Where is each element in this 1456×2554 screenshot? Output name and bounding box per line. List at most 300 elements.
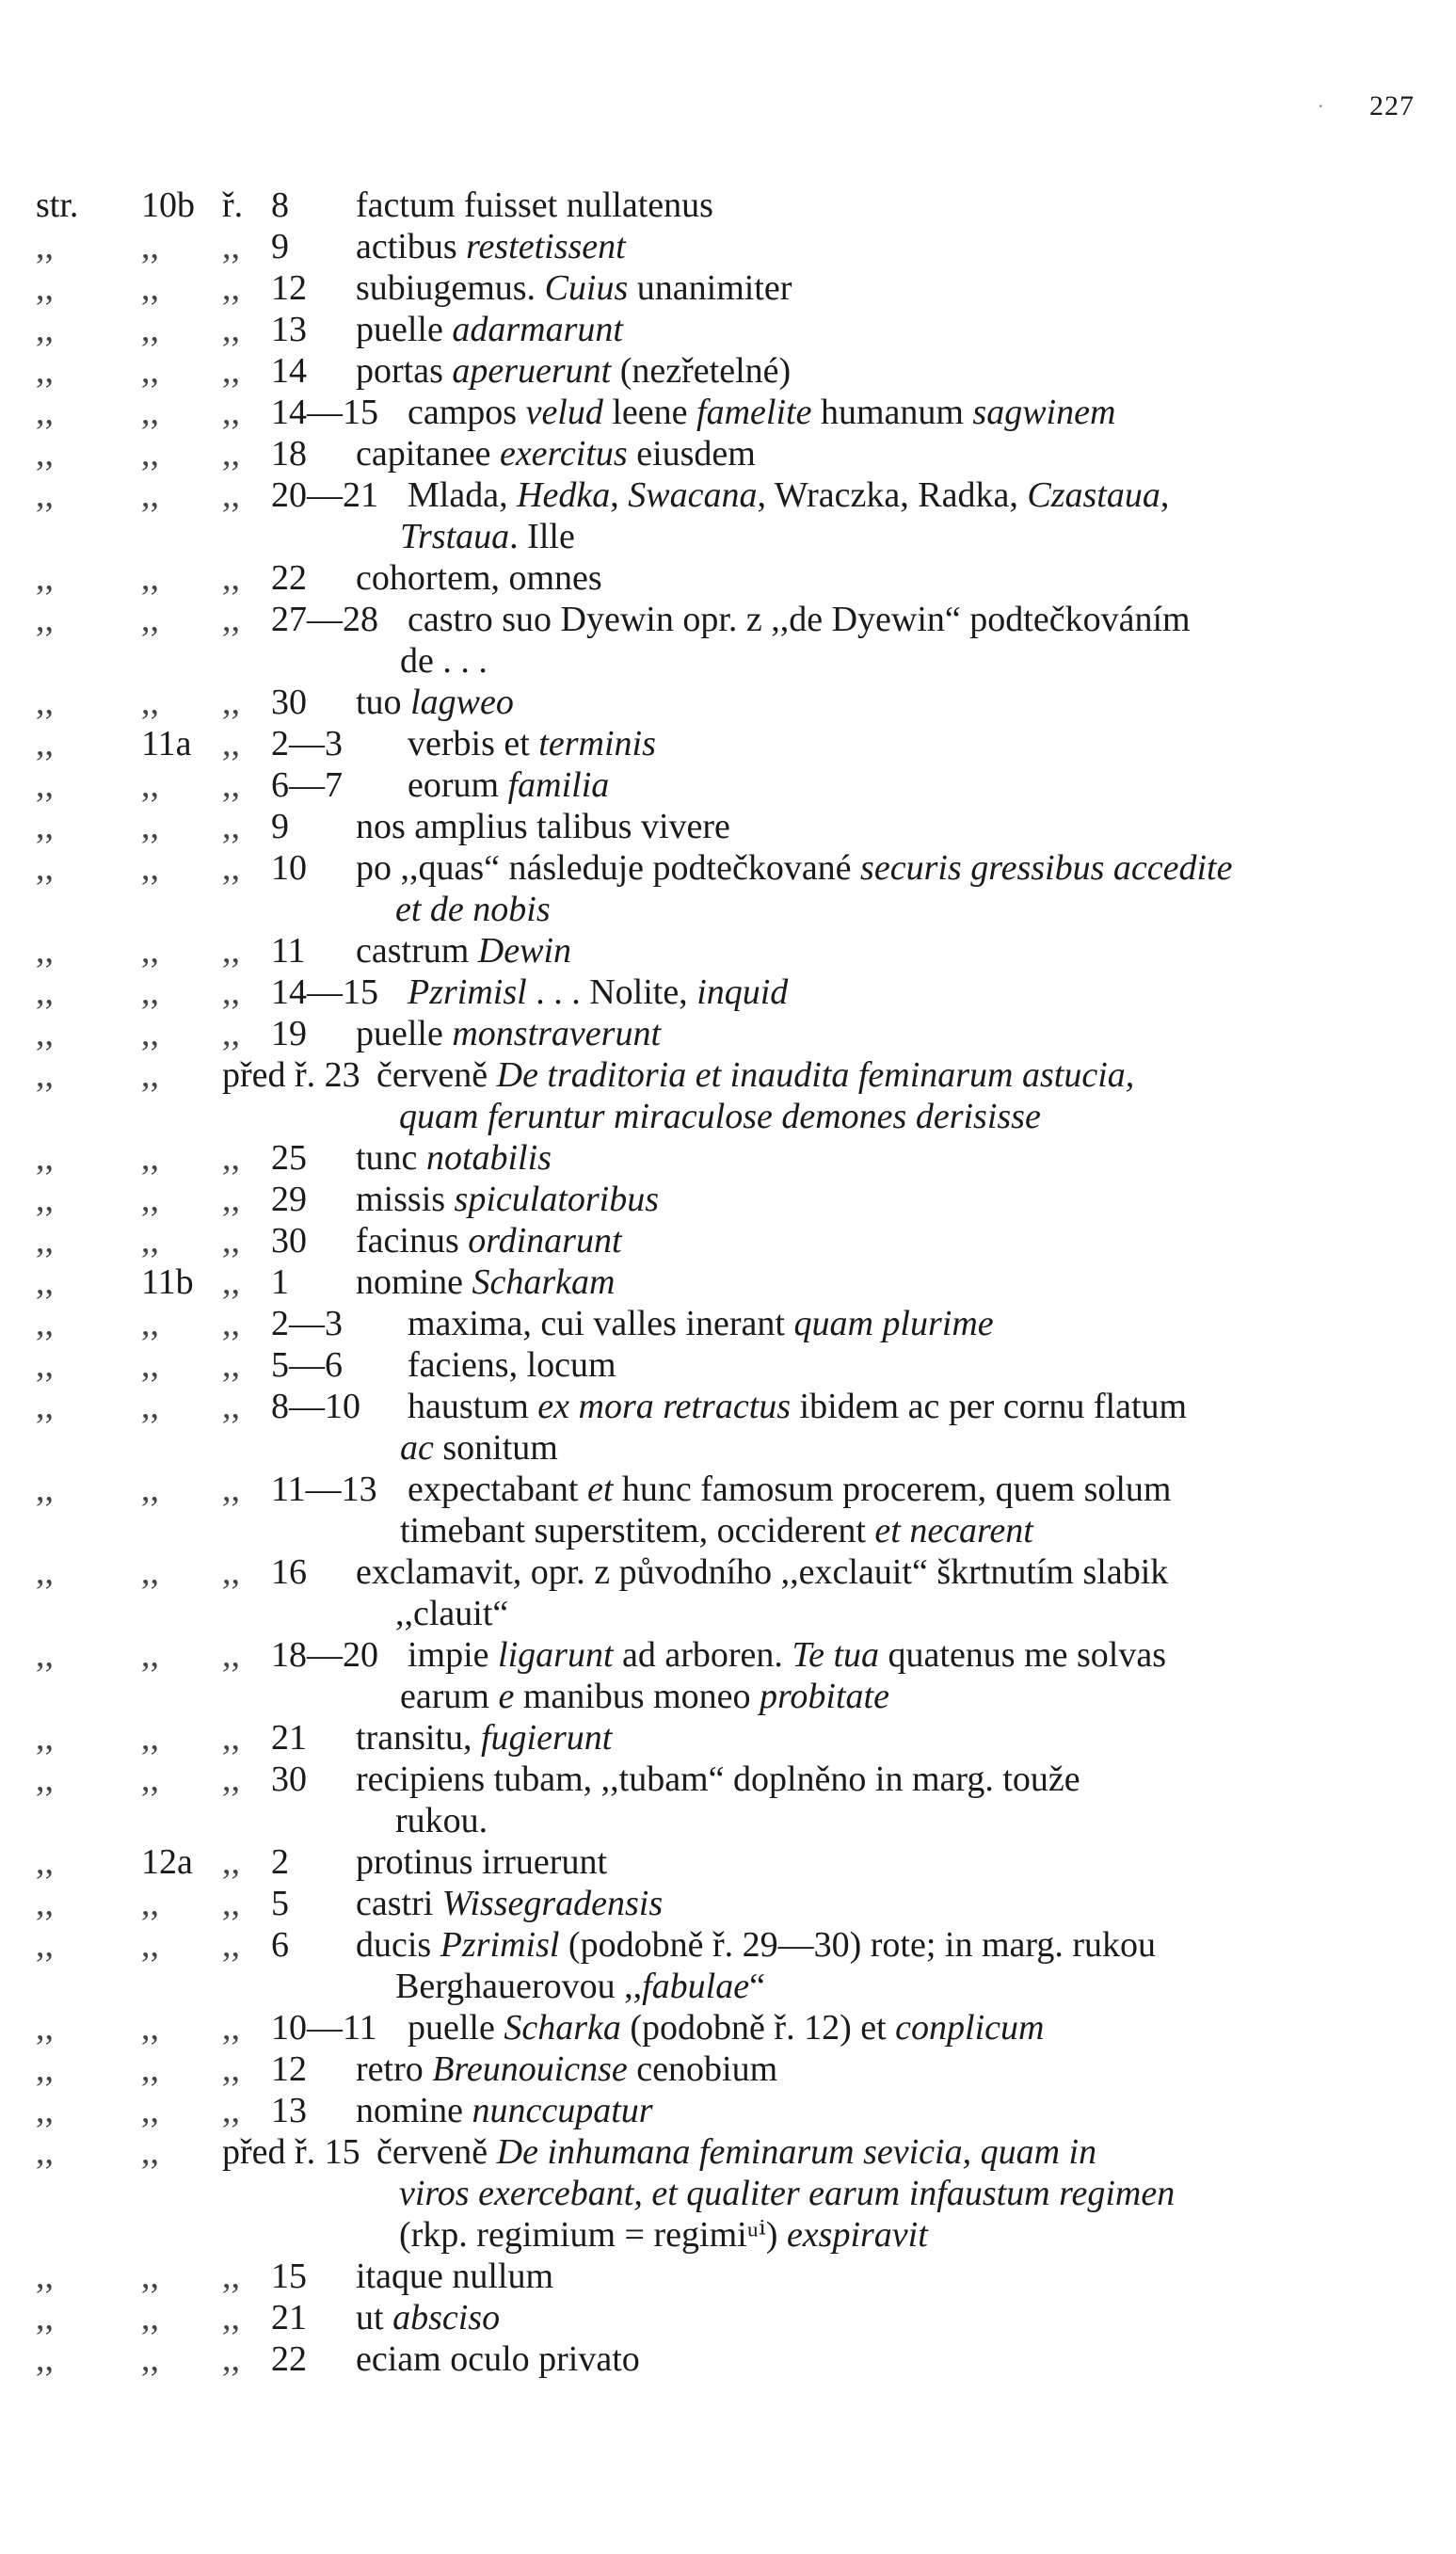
line-label: ,, bbox=[222, 1014, 240, 1053]
text: červeně bbox=[376, 1055, 497, 1095]
line-number: 2—3 bbox=[271, 1304, 343, 1343]
italic-text: Breunouicnse bbox=[432, 2049, 628, 2089]
folio-ref: ,, bbox=[141, 1014, 159, 1053]
page-number: 227 bbox=[1369, 90, 1415, 121]
text: actibus bbox=[356, 227, 467, 266]
entry-text bbox=[408, 972, 1415, 1013]
italic-text: inquid bbox=[696, 972, 789, 1012]
text: červeně bbox=[376, 2132, 497, 2172]
folio-ref: ,, bbox=[141, 972, 159, 1012]
continuation-line bbox=[356, 1593, 1415, 1634]
entry-text bbox=[356, 1717, 1415, 1759]
line-label: ,, bbox=[222, 765, 240, 805]
errata-entry bbox=[0, 557, 1456, 599]
italic-text: velud bbox=[525, 393, 603, 432]
italic-text: ordinarunt bbox=[468, 1221, 622, 1261]
text: ducis bbox=[356, 1925, 440, 1965]
line-number: 9 bbox=[271, 807, 289, 846]
errata-entry bbox=[0, 1634, 1456, 1717]
entry-text bbox=[376, 1054, 1415, 1137]
line-number: 14—15 bbox=[271, 393, 378, 432]
text: puelle bbox=[408, 2008, 504, 2048]
entry-text bbox=[356, 806, 1415, 847]
errata-entry bbox=[0, 930, 1456, 972]
text: puelle bbox=[356, 1014, 453, 1053]
entry-text bbox=[408, 2007, 1415, 2048]
folio-ref: ,, bbox=[141, 1304, 159, 1343]
text: nomine bbox=[356, 1262, 472, 1302]
text: nos amplius talibus vivere bbox=[356, 807, 730, 846]
line-label: ,, bbox=[222, 1552, 240, 1592]
errata-entry bbox=[0, 682, 1456, 723]
line-number: 13 bbox=[271, 310, 307, 349]
entry-text bbox=[356, 557, 1415, 599]
line-label: ,, bbox=[222, 434, 240, 474]
italic-text: et bbox=[586, 1470, 614, 1509]
italic-text: ex mora retractus bbox=[537, 1387, 792, 1426]
italic-text: Scharka bbox=[504, 2008, 621, 2048]
continuation-line bbox=[376, 2214, 1415, 2256]
errata-entry bbox=[0, 2256, 1456, 2297]
text: campos bbox=[408, 393, 526, 432]
line-label: ,, bbox=[222, 558, 240, 598]
text: portas bbox=[356, 351, 453, 391]
folio-ref: ,, bbox=[141, 683, 159, 722]
text: transitu, bbox=[356, 1718, 481, 1758]
line-number: 2—3 bbox=[271, 724, 343, 763]
line-label: ,, bbox=[222, 475, 240, 515]
folio-ref: ,, bbox=[141, 848, 159, 888]
italic-text: Dewin bbox=[477, 931, 572, 971]
page-ref-label: ,, bbox=[36, 1759, 54, 1799]
folio-ref: ,, bbox=[141, 1055, 159, 1095]
entry-text bbox=[356, 2297, 1415, 2338]
errata-entry bbox=[0, 1013, 1456, 1054]
text: exclamavit, opr. z původního ,,exclauit“ škrtnutím slabik bbox=[356, 1552, 1169, 1592]
line-number: 10 bbox=[271, 848, 307, 888]
entry-text bbox=[356, 1883, 1415, 1924]
text: itaque nullum bbox=[356, 2257, 554, 2296]
line-number: 30 bbox=[271, 683, 307, 722]
line-number: 22 bbox=[271, 2339, 307, 2379]
line-label: ,, bbox=[222, 1635, 240, 1675]
errata-entry bbox=[0, 185, 1456, 226]
entry-text bbox=[356, 1261, 1415, 1303]
page-ref-label: ,, bbox=[36, 1180, 54, 1219]
italic-text: De traditoria et inaudita feminarum astucia, bbox=[496, 1055, 1135, 1095]
italic-text: fabulae bbox=[642, 1967, 750, 2006]
text: recipiens tubam, ,,tubam“ doplněno in marg. touže bbox=[356, 1759, 1080, 1799]
errata-entry bbox=[0, 1841, 1456, 1883]
text: earum bbox=[400, 1677, 499, 1716]
folio-ref: ,, bbox=[141, 475, 159, 515]
errata-entry bbox=[0, 764, 1456, 806]
text: ibidem ac per cornu flatum bbox=[791, 1387, 1188, 1426]
italic-text: familia bbox=[507, 765, 610, 805]
text: impie bbox=[408, 1635, 499, 1675]
line-label: ,, bbox=[222, 351, 240, 391]
line-label: ,, bbox=[222, 600, 240, 639]
text: eiusdem bbox=[627, 434, 756, 474]
line-label: ,, bbox=[222, 2257, 240, 2296]
text: eciam oculo privato bbox=[356, 2339, 640, 2379]
italic-text: sagwinem bbox=[972, 393, 1116, 432]
page-ref-label: ,, bbox=[36, 475, 54, 515]
italic-text: et de nobis bbox=[395, 890, 551, 929]
text: factum fuisset nullatenus bbox=[356, 185, 713, 225]
errata-entry bbox=[0, 1386, 1456, 1469]
line-label: ,, bbox=[222, 1470, 240, 1509]
line-label: ,, bbox=[222, 1262, 240, 1302]
entry-text bbox=[356, 1179, 1415, 1220]
italic-text: Trstaua bbox=[400, 517, 510, 556]
errata-entry bbox=[0, 2090, 1456, 2131]
italic-text: aperuerunt bbox=[452, 351, 612, 391]
errata-entry bbox=[0, 723, 1456, 764]
continuation-line bbox=[400, 516, 1415, 557]
line-label: ,, bbox=[222, 310, 240, 349]
line-label: ,, bbox=[222, 683, 240, 722]
line-label: ,, bbox=[222, 1842, 240, 1882]
text: , bbox=[610, 475, 629, 515]
page-ref-label: ,, bbox=[36, 972, 54, 1012]
text: castri bbox=[356, 1884, 442, 1923]
entry-text bbox=[400, 1634, 1415, 1717]
entry-text bbox=[356, 1759, 1415, 1841]
entry-text bbox=[356, 2338, 1415, 2380]
text: manibus moneo bbox=[514, 1677, 760, 1716]
text: verbis et bbox=[408, 724, 539, 763]
page-ref-label: ,, bbox=[36, 807, 54, 846]
line-number: 12 bbox=[271, 268, 307, 308]
text: haustum bbox=[408, 1387, 538, 1426]
line-number: 20—21 bbox=[271, 475, 378, 515]
text: ,,clauit“ bbox=[395, 1594, 509, 1633]
line-label: ,, bbox=[222, 972, 240, 1012]
folio-ref: ,, bbox=[141, 1635, 159, 1675]
entry-text bbox=[356, 350, 1415, 392]
entry-text bbox=[400, 1386, 1415, 1469]
page-ref-label: ,, bbox=[36, 1718, 54, 1758]
line-number: 21 bbox=[271, 2298, 307, 2337]
line-label: ,, bbox=[222, 1138, 240, 1178]
line-label: ,, bbox=[222, 1221, 240, 1261]
line-number: 12 bbox=[271, 2049, 307, 2089]
line-number: 5—6 bbox=[271, 1345, 343, 1385]
line-label: ,, bbox=[222, 2339, 240, 2379]
text: missis bbox=[356, 1180, 455, 1219]
page-ref-label: ,, bbox=[36, 1387, 54, 1426]
continuation-line bbox=[376, 1096, 1415, 1137]
line-number: 8—10 bbox=[271, 1387, 360, 1426]
errata-entry bbox=[0, 1344, 1456, 1386]
italic-text: Scharkam bbox=[472, 1262, 616, 1302]
page-ref-label: ,, bbox=[36, 1470, 54, 1509]
entry-text bbox=[408, 392, 1415, 433]
line-number: 6—7 bbox=[271, 765, 343, 805]
page-ref-label: ,, bbox=[36, 268, 54, 308]
line-number: 11—13 bbox=[271, 1470, 377, 1509]
before-line-ref: před ř. 23 bbox=[222, 1055, 360, 1095]
entry-text bbox=[356, 226, 1415, 267]
line-label: ,, bbox=[222, 2298, 240, 2337]
page-ref-label: str. bbox=[36, 185, 79, 225]
folio-ref: 11a bbox=[141, 724, 192, 763]
italic-text: ac bbox=[400, 1428, 434, 1468]
line-number: 29 bbox=[271, 1180, 307, 1219]
folio-ref: ,, bbox=[141, 351, 159, 391]
entry-text bbox=[356, 1220, 1415, 1261]
errata-entry bbox=[0, 1759, 1456, 1841]
italic-text: restetissent bbox=[466, 227, 626, 266]
folio-ref: ,, bbox=[141, 600, 159, 639]
folio-ref: ,, bbox=[141, 2257, 159, 2296]
line-label: ,, bbox=[222, 724, 240, 763]
line-label: ,, bbox=[222, 1180, 240, 1219]
text: tunc bbox=[356, 1138, 426, 1178]
italic-text: Te tua bbox=[792, 1635, 880, 1675]
line-number: 15 bbox=[271, 2257, 307, 2296]
continuation-line bbox=[356, 1800, 1415, 1841]
italic-text: quam feruntur miraculose demones derisisse bbox=[399, 1097, 1041, 1136]
page-ref-label: ,, bbox=[36, 1925, 54, 1965]
entry-text bbox=[408, 1303, 1415, 1344]
page-ref-label: ,, bbox=[36, 765, 54, 805]
italic-text: conplicum bbox=[895, 2008, 1045, 2048]
page-ref-label: ,, bbox=[36, 931, 54, 971]
errata-entry bbox=[0, 1717, 1456, 1759]
text: humanum bbox=[811, 393, 973, 432]
page-ref-label: ,, bbox=[36, 1552, 54, 1592]
italic-text: Pzrimisl bbox=[440, 1925, 560, 1965]
entry-text bbox=[356, 267, 1415, 309]
errata-entry bbox=[0, 226, 1456, 267]
italic-text: absciso bbox=[392, 2298, 501, 2337]
folio-ref: 11b bbox=[141, 1262, 194, 1302]
errata-entry bbox=[0, 847, 1456, 930]
line-number: 9 bbox=[271, 227, 289, 266]
italic-text: exercitus bbox=[499, 434, 628, 474]
line-label: ,, bbox=[222, 2091, 240, 2130]
folio-ref: ,, bbox=[141, 1221, 159, 1261]
text: po ,,quas“ následuje podtečkované bbox=[356, 848, 861, 888]
text: , Wraczka, Radka, bbox=[757, 475, 1028, 515]
line-label: ,, bbox=[222, 1718, 240, 1758]
errata-entry bbox=[0, 267, 1456, 309]
entry-text bbox=[356, 1924, 1415, 2007]
errata-entry bbox=[0, 1303, 1456, 1344]
page-ref-label: ,, bbox=[36, 558, 54, 598]
errata-entry bbox=[0, 972, 1456, 1013]
errata-entry bbox=[0, 433, 1456, 474]
text: nomine bbox=[356, 2091, 472, 2130]
continuation-line bbox=[400, 640, 1415, 682]
text: maxima, cui valles inerant bbox=[408, 1304, 794, 1343]
page-ref-label: ,, bbox=[36, 1345, 54, 1385]
folio-ref: ,, bbox=[141, 1345, 159, 1385]
line-number: 8 bbox=[271, 185, 289, 225]
line-label: ,, bbox=[222, 1925, 240, 1965]
errata-entry bbox=[0, 1551, 1456, 1634]
folio-ref: ,, bbox=[141, 268, 159, 308]
entry-text bbox=[356, 2048, 1415, 2090]
continuation-line bbox=[400, 1676, 1415, 1717]
entry-text bbox=[356, 1137, 1415, 1179]
text: de . . . bbox=[400, 641, 488, 681]
italic-text: spiculatoribus bbox=[454, 1180, 660, 1219]
entry-text bbox=[356, 309, 1415, 350]
before-line-ref: před ř. 15 bbox=[222, 2132, 360, 2172]
italic-text: terminis bbox=[538, 724, 656, 763]
page-ref-label: ,, bbox=[36, 2091, 54, 2130]
errata-entry bbox=[0, 1137, 1456, 1179]
folio-ref: ,, bbox=[141, 2298, 159, 2337]
entry-text bbox=[356, 847, 1415, 930]
page-ref-label: ,, bbox=[36, 1884, 54, 1923]
page-ref-label: ,, bbox=[36, 227, 54, 266]
text: cohortem, omnes bbox=[356, 558, 602, 598]
folio-ref: ,, bbox=[141, 1180, 159, 1219]
line-label: ,, bbox=[222, 2049, 240, 2089]
errata-entry bbox=[0, 2007, 1456, 2048]
entry-text bbox=[356, 2090, 1415, 2131]
text: ut bbox=[356, 2298, 393, 2337]
line-label: ,, bbox=[222, 931, 240, 971]
page-ref-label: ,, bbox=[36, 1842, 54, 1882]
italic-text: fugierunt bbox=[480, 1718, 613, 1758]
folio-ref: ,, bbox=[141, 310, 159, 349]
italic-text: adarmarunt bbox=[452, 310, 623, 349]
folio-ref: ,, bbox=[141, 807, 159, 846]
text: cenobium bbox=[627, 2049, 778, 2089]
line-number: 2 bbox=[271, 1842, 289, 1882]
folio-ref: ,, bbox=[141, 2049, 159, 2089]
line-label: ,, bbox=[222, 227, 240, 266]
folio-ref: ,, bbox=[141, 2132, 159, 2172]
folio-ref: ,, bbox=[141, 1470, 159, 1509]
line-label: ,, bbox=[222, 1387, 240, 1426]
italic-text: Pzrimisl bbox=[408, 972, 527, 1012]
line-number: 16 bbox=[271, 1552, 307, 1592]
italic-text: securis gressibus accedite bbox=[860, 848, 1233, 888]
errata-entry bbox=[0, 2048, 1456, 2090]
text: “ bbox=[749, 1967, 765, 2006]
folio-ref: ,, bbox=[141, 2008, 159, 2048]
continuation-line bbox=[376, 2173, 1415, 2214]
text: sonitum bbox=[433, 1428, 558, 1468]
text: tuo bbox=[356, 683, 411, 722]
text: facinus bbox=[356, 1221, 469, 1261]
line-label: ,, bbox=[222, 1345, 240, 1385]
entry-text bbox=[356, 1013, 1415, 1054]
text: puelle bbox=[356, 310, 453, 349]
line-label: ,, bbox=[222, 268, 240, 308]
text: unanimiter bbox=[628, 268, 792, 308]
line-number: 22 bbox=[271, 558, 307, 598]
errata-entry bbox=[0, 806, 1456, 847]
text: (podobně ř. 29—30) rote; in marg. rukou bbox=[559, 1925, 1156, 1965]
line-label: ,, bbox=[222, 807, 240, 846]
text: , bbox=[1160, 475, 1170, 515]
page-dot: · bbox=[1317, 94, 1324, 118]
page-ref-label: ,, bbox=[36, 600, 54, 639]
page-ref-label: ,, bbox=[36, 1262, 54, 1302]
italic-text: exspiravit bbox=[786, 2215, 928, 2255]
text: subiugemus. bbox=[356, 268, 545, 308]
text: retro bbox=[356, 2049, 433, 2089]
italic-text: quam plurime bbox=[793, 1304, 994, 1343]
folio-ref: ,, bbox=[141, 931, 159, 971]
page-ref-label: ,, bbox=[36, 724, 54, 763]
errata-entry bbox=[0, 1179, 1456, 1220]
text: Mlada, bbox=[408, 475, 518, 515]
text: (podobně ř. 12) et bbox=[620, 2008, 896, 2048]
text: . . . Nolite, bbox=[526, 972, 697, 1012]
text: (rkp. regimium = regimiᵘⁱ) bbox=[399, 2215, 787, 2255]
continuation-line bbox=[356, 1966, 1415, 2007]
line-number: 5 bbox=[271, 1884, 289, 1923]
italic-text: ligarunt bbox=[498, 1635, 614, 1675]
page-ref-label: ,, bbox=[36, 393, 54, 432]
italic-text: Czastaua bbox=[1027, 475, 1160, 515]
line-number: 11 bbox=[271, 931, 306, 971]
folio-ref: ,, bbox=[141, 434, 159, 474]
text: capitanee bbox=[356, 434, 500, 474]
page-ref-label: ,, bbox=[36, 351, 54, 391]
errata-entry bbox=[0, 1883, 1456, 1924]
italic-text: De inhumana feminarum sevicia, quam in bbox=[496, 2132, 1097, 2172]
text: hunc famosum procerem, quem solum bbox=[613, 1470, 1172, 1509]
errata-entry bbox=[0, 474, 1456, 557]
text: timebant superstitem, occiderent bbox=[400, 1511, 875, 1550]
page-ref-label: ,, bbox=[36, 434, 54, 474]
folio-ref: ,, bbox=[141, 1138, 159, 1178]
folio-ref: ,, bbox=[141, 393, 159, 432]
line-label: ,, bbox=[222, 1884, 240, 1923]
page-ref-label: ,, bbox=[36, 2049, 54, 2089]
entry-text bbox=[400, 1469, 1415, 1551]
errata-entry bbox=[0, 1054, 1456, 1137]
line-number: 14 bbox=[271, 351, 307, 391]
entry-text bbox=[356, 2256, 1415, 2297]
text: . Ille bbox=[509, 517, 575, 556]
errata-entry bbox=[0, 350, 1456, 392]
line-number: 30 bbox=[271, 1221, 307, 1261]
line-label: ř. bbox=[222, 185, 244, 225]
line-number: 21 bbox=[271, 1718, 307, 1758]
page-ref-label: ,, bbox=[36, 1014, 54, 1053]
continuation-line bbox=[356, 889, 1415, 930]
errata-entry bbox=[0, 392, 1456, 433]
italic-text: Cuius bbox=[544, 268, 629, 308]
line-label: ,, bbox=[222, 848, 240, 888]
folio-ref: 12a bbox=[141, 1842, 193, 1882]
entry-text bbox=[376, 2131, 1415, 2256]
text: Berghauerovou ,, bbox=[395, 1967, 643, 2006]
line-number: 30 bbox=[271, 1759, 307, 1799]
folio-ref: ,, bbox=[141, 1884, 159, 1923]
italic-text: nunccupatur bbox=[472, 2091, 653, 2130]
line-number: 10—11 bbox=[271, 2008, 377, 2048]
errata-entry bbox=[0, 1261, 1456, 1303]
italic-text: lagweo bbox=[410, 683, 514, 722]
errata-entry bbox=[0, 2131, 1456, 2256]
folio-ref: ,, bbox=[141, 2091, 159, 2130]
line-number: 13 bbox=[271, 2091, 307, 2130]
errata-entry bbox=[0, 1924, 1456, 2007]
entry-text bbox=[408, 764, 1415, 806]
folio-ref: ,, bbox=[141, 1387, 159, 1426]
